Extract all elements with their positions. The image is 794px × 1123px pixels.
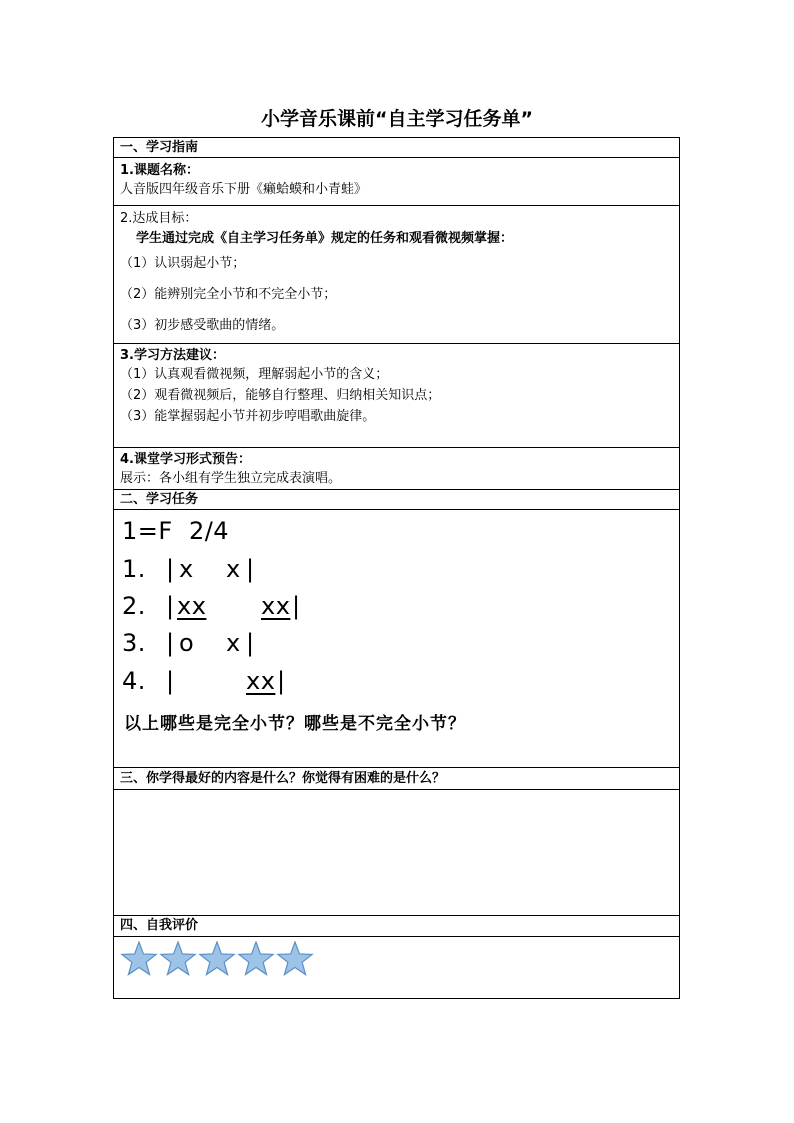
answer-area[interactable]	[114, 790, 679, 916]
method-item: （3）能掌握弱起小节并初步哼唱歌曲旋律。	[120, 409, 376, 424]
section3-header: 三、你学得最好的内容是什么？你觉得有困难的是什么？	[120, 771, 446, 786]
key-signature: 1=F 2/4	[122, 517, 230, 545]
method-item: （1）认真观看微视频，理解弱起小节的含义；	[120, 367, 389, 382]
topic-value: 人音版四年级音乐下册《癞蛤蟆和小青蛙》	[120, 182, 368, 197]
section1-header-row	[114, 138, 679, 158]
method-label: 3.学习方法建议：	[120, 348, 225, 363]
section4-header-row	[114, 916, 679, 937]
star-icon[interactable]	[198, 941, 236, 979]
goal-item: （3）初步感受歌曲的情绪。	[120, 318, 285, 333]
line-number: 3.	[122, 629, 146, 657]
rhythm-line-1: 1. | x x |	[122, 555, 255, 583]
form-row	[114, 448, 679, 490]
form-value: 展示：各小组有学生独立完成表演唱。	[120, 471, 342, 486]
star-icon[interactable]	[159, 941, 197, 979]
star-rating[interactable]	[120, 941, 314, 979]
line-number: 1.	[122, 555, 146, 583]
star-icon[interactable]	[237, 941, 275, 979]
star-icon[interactable]	[120, 941, 158, 979]
star-icon[interactable]	[276, 941, 314, 979]
page-title: 小学音乐课前“自主学习任务单”	[261, 108, 533, 130]
rhythm-task-row	[114, 510, 679, 768]
self-evaluation-row	[114, 937, 679, 998]
goal-item: （2）能辨别完全小节和不完全小节；	[120, 287, 337, 302]
section2-header-row	[114, 490, 679, 510]
goal-intro: 学生通过完成《自主学习任务单》规定的任务和观看微视频掌握：	[136, 231, 514, 246]
rhythm-line-2: 2. | xx xx |	[122, 592, 301, 620]
beat-b: x	[226, 629, 241, 657]
task-sheet-table	[113, 137, 680, 999]
line-number: 4.	[122, 667, 146, 695]
line-number: 2.	[122, 592, 146, 620]
beat-a: x	[179, 555, 194, 583]
goal-item: （1）认识弱起小节；	[120, 256, 246, 271]
form-label: 4.课堂学习形式预告：	[120, 452, 251, 467]
beat-a: o	[179, 629, 195, 657]
rhythm-question: 以上哪些是完全小节？哪些是不完全小节？	[124, 714, 466, 734]
beat-b: xx	[246, 667, 276, 695]
rhythm-line-3: 3. | o x |	[122, 629, 255, 657]
methods-row	[114, 344, 679, 448]
section2-header: 二、学习任务	[120, 492, 199, 507]
section3-header-row	[114, 768, 679, 790]
goal-label: 2.达成目标：	[120, 211, 198, 226]
rhythm-line-4: 4. | xx |	[122, 667, 286, 695]
beat-b: x	[226, 555, 241, 583]
beat-b: xx	[261, 592, 291, 620]
section4-header: 四、自我评价	[120, 918, 199, 933]
topic-row	[114, 158, 679, 206]
section1-header: 一、学习指南	[120, 140, 199, 155]
goals-row	[114, 206, 679, 344]
method-item: （2）观看微视频后，能够自行整理、归纳相关知识点；	[120, 388, 441, 403]
beat-a: xx	[177, 592, 207, 620]
topic-label: 1.课题名称：	[120, 163, 199, 178]
